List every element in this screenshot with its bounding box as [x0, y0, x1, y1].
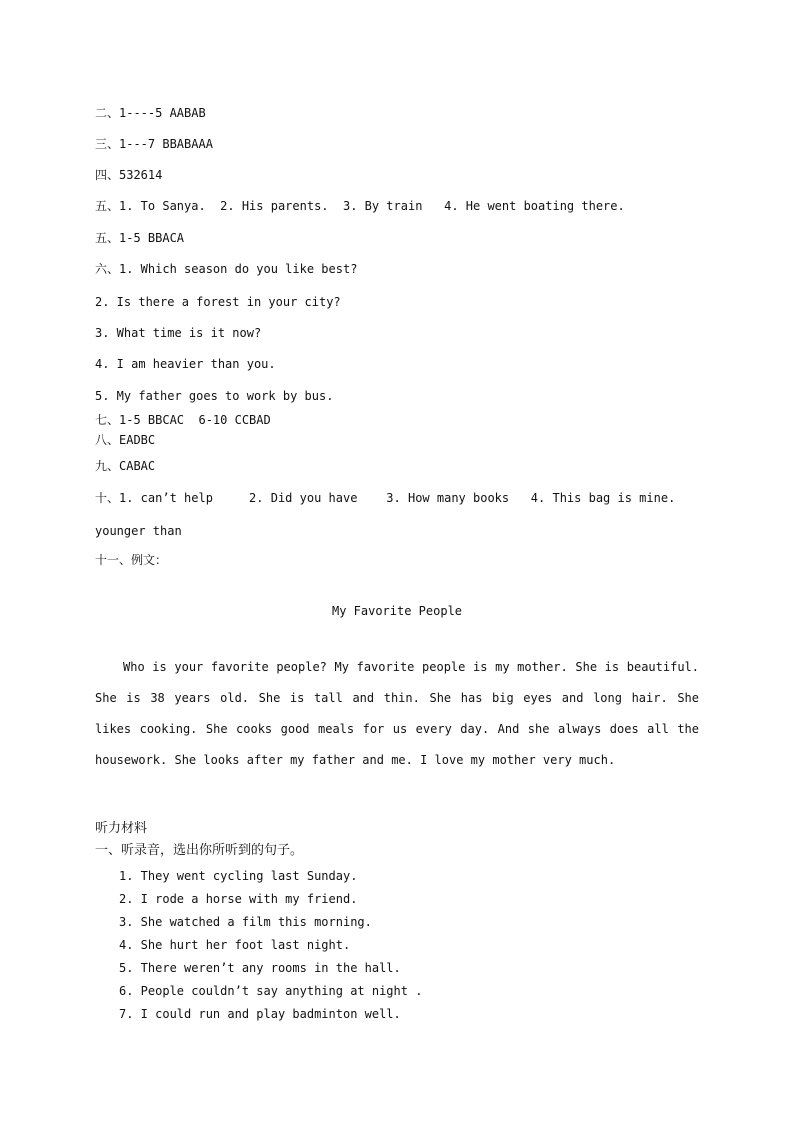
answer-section-6-item-4: 4. I am heavier than you.: [95, 357, 276, 371]
list-item: 1. They went cycling last Sunday.: [119, 869, 358, 883]
answer-section-5a: 五、1. To Sanya. 2. His parents. 3. By train 4. He went boating there.: [95, 199, 625, 213]
answer-section-10: 十、1. can’t help 2. Did you have 3. How many books 4. This bag is mine.: [95, 491, 676, 505]
essay-paragraph: Who is your favorite people? My favorite people is my mother. She is beautiful. She is 38 years old. She is tall and thin. She has big eyes and long hair. She likes cooking. She cooks good meals for us every day. And she always does all the housework. She looks after my father and me. I love my mother very much.: [95, 660, 699, 767]
answer-section-5b: 五、1-5 BBACA: [95, 231, 185, 245]
list-item: 6. People couldn’t say anything at night .: [119, 984, 423, 998]
answer-section-11: 十一、例文：: [95, 553, 168, 567]
essay-title: My Favorite People: [331, 604, 463, 618]
answer-section-6-item-1: 六、1. Which season do you like best?: [95, 262, 358, 276]
list-item: 3. She watched a film this morning.: [119, 915, 372, 929]
answer-section-6-item-3: 3. What time is it now?: [95, 326, 262, 340]
list-item: 5. There weren’t any rooms in the hall.: [119, 961, 401, 975]
answer-section-6-item-5: 5. My father goes to work by bus.: [95, 389, 334, 403]
answer-section-6-item-2: 2. Is there a forest in your city?: [95, 295, 341, 309]
list-item: 7. I could run and play badminton well.: [119, 1007, 401, 1021]
essay-body: [95, 652, 699, 776]
answer-section-3: 三、1---7 BBABAAA: [95, 137, 213, 151]
listening-section-1-heading: 一、听录音，选出你所听到的句子。: [95, 843, 304, 858]
answer-section-2: 二、1----5 AABAB: [95, 106, 206, 120]
answer-section-8: 八、EADBC: [95, 433, 156, 447]
listening-heading: 听力材料: [95, 821, 148, 836]
answer-section-9: 九、CABAC: [95, 459, 156, 473]
list-item: 2. I rode a horse with my friend.: [119, 892, 358, 906]
answer-section-4: 四、532614: [95, 168, 163, 182]
list-item: 4. She hurt her foot last night.: [119, 938, 351, 952]
answer-section-7: 七、1-5 BBCAC 6-10 CCBAD: [95, 413, 271, 427]
listening-list: [119, 867, 422, 1028]
answer-section-10-continuation: younger than: [95, 524, 182, 538]
